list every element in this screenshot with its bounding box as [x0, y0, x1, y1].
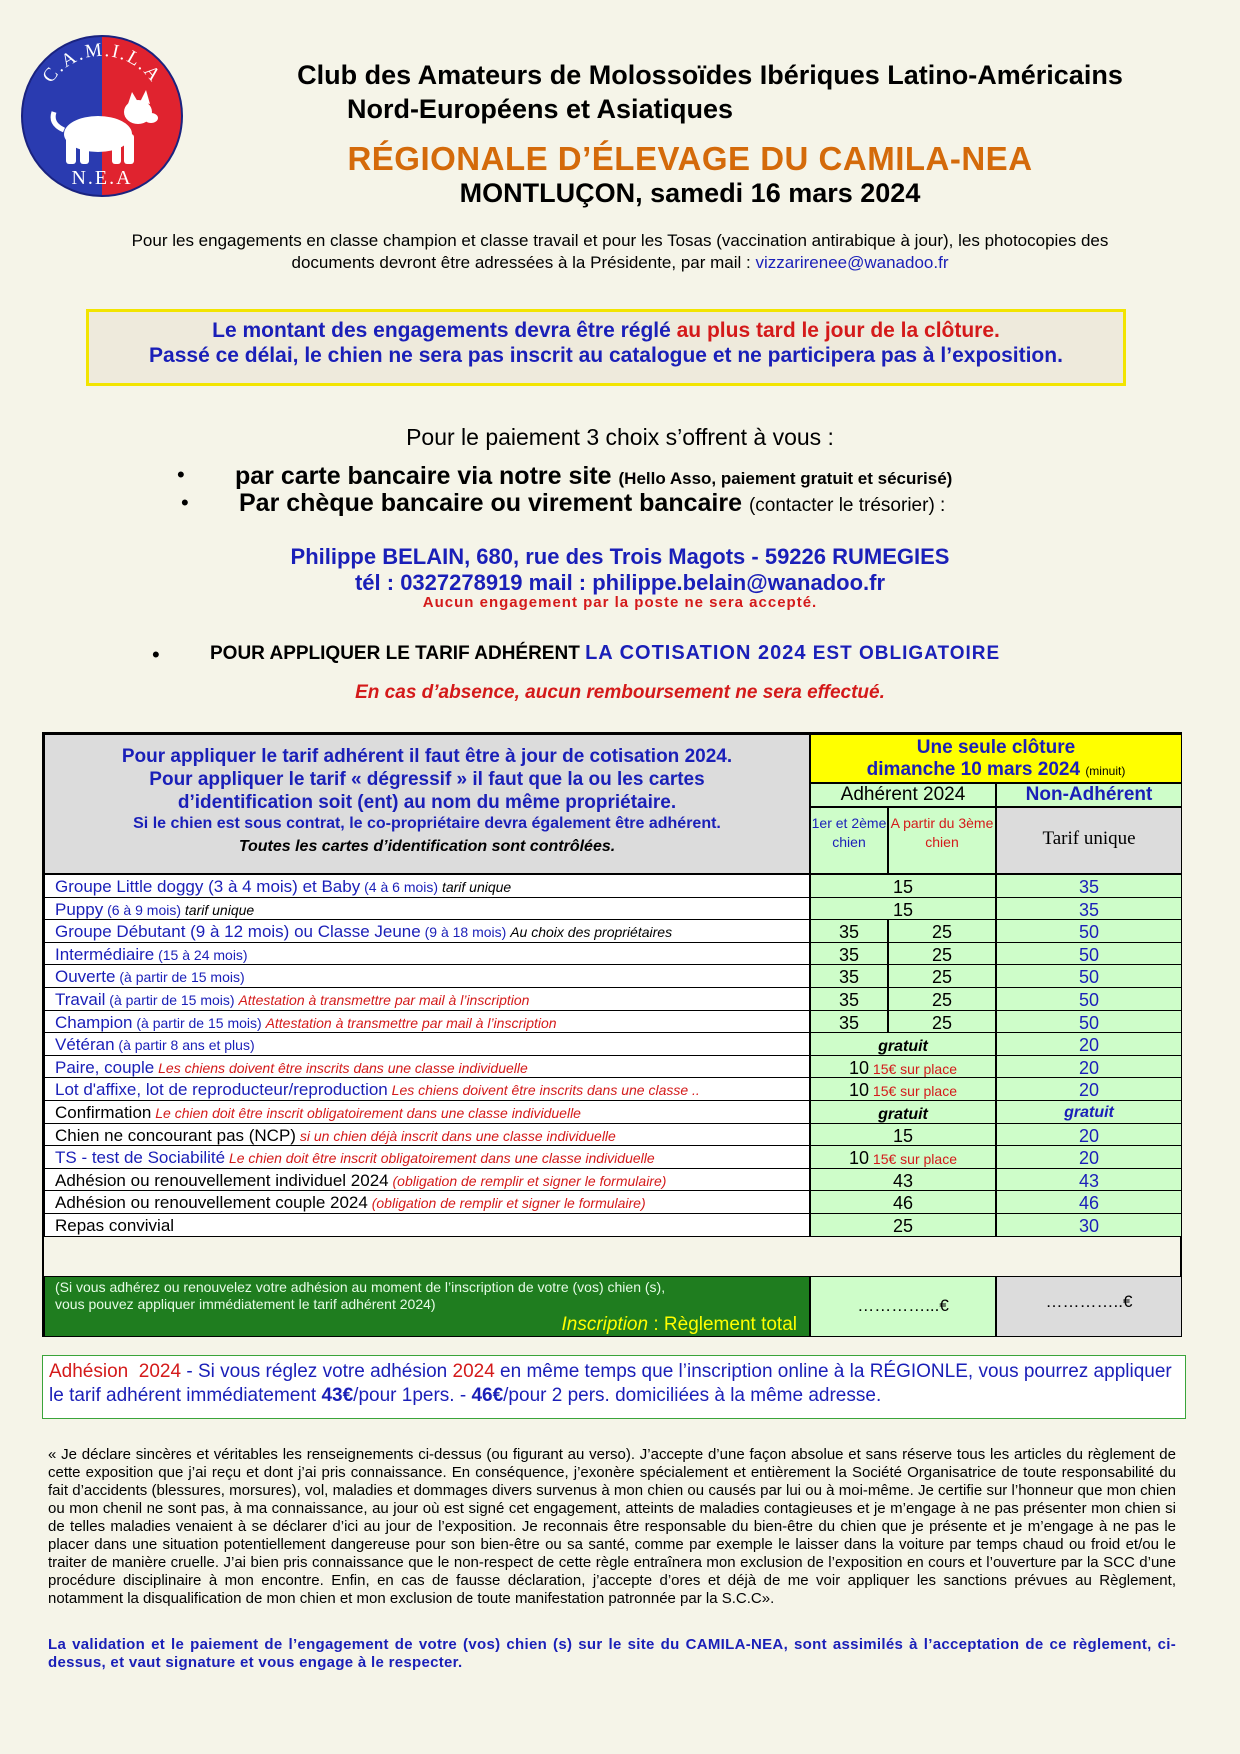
- row-label: [44, 1055, 810, 1079]
- row-label: [44, 1010, 810, 1034]
- closing-note: (minuit): [1085, 764, 1126, 778]
- row-rnote: Le chien doit être inscrit obligatoirement dans une classe individuelle: [151, 1105, 581, 1121]
- adh-w6: 43€: [321, 1385, 354, 1406]
- member-fee-value: 43: [892, 1170, 914, 1191]
- row-title: Adhésion ou renouvellement couple 2024: [55, 1193, 368, 1213]
- info-line2: Pour appliquer le tarif « dégressif » il faut que la ou les cartes: [149, 769, 705, 790]
- member-fee-value: 15: [892, 899, 914, 920]
- declaration-text: « Je déclare sincères et véritables les renseignements ci-dessus (ou figurant au verso). J’accepte d’une façon absolue et sans réserve tous les articles du règlement de cette exposition que j’ai reçu et dont j’ai pris connaissance. En conséquence, j’exonère spécialement et entièrement la Société Organisatrice de toute responsabilité du fait d’accidents (blessures, morsures), vol, maladies et dommages divers survenus à mon chien ou causés par lui ou à moi-même. Je certifie sur l’honneur que mon chien ou mon chenil ne sont pas, à ma connaissance, au jour où est signé cet engagement, atteints de maladies contagieuses et je m’engage à ne pas présenter mon chien si de telles maladies venaient à se déclarer d’ici au jour de l’exposition. Je reconnais être responsable du bien-être du chien que je présente et je m’engage à ne pas le placer dans une situation potentiellement dangereuse pour son bien-être ou sa santé, comme par exemple le laisser dans la voiture par temps chaud ou froid et/ou le traiter de manière cruelle. J’ai bien pris connaissance que le non-respect de cette règle entraînera mon exclusion de l’exposition en cours et l’ouverture par la SCC d’une procédure disciplinaire à mon encontre. Enfin, en cas de fausse déclaration, j’accepte d’ores et déjà de me voir appliquer les sanctions prévues au Règlement, notamment la disqualification de mon chien et mon exclusion de toute manifestation patronnée par la S.C.C».: [48, 1446, 1176, 1607]
- member-fee-value: 10: [849, 1080, 870, 1101]
- row-inote: tarif unique: [184, 901, 255, 918]
- row-label: [44, 1032, 810, 1056]
- row-title: Adhésion ou renouvellement individuel 2024: [55, 1170, 389, 1190]
- bullet-icon: •: [181, 490, 189, 515]
- bullet-icon: •: [152, 642, 160, 667]
- total-note-line1: (Si vous adhérez ou renouvelez votre adhésion au moment de l’inscription de votre (vos) chien (s),: [55, 1279, 666, 1295]
- club-name-line1: Club des Amateurs de Molossoïdes Ibériques Latino-Américains: [297, 60, 1123, 90]
- payment-title: Pour le paiement 3 choix s’offrent à vous :: [406, 424, 834, 450]
- logo-bottom-text: N.E.A: [71, 167, 133, 189]
- club-logo: [20, 34, 184, 198]
- president-email-link[interactable]: vizzarirenee@wanadoo.fr: [755, 253, 949, 272]
- row-rnote: (obligation de remplir et signer le formulaire): [367, 1195, 646, 1212]
- nonmember-fee: 20: [996, 1123, 1182, 1147]
- club-name-line2: Nord-Européens et Asiatiques: [346, 94, 734, 124]
- closing-l1: Une seule clôture: [916, 737, 1076, 758]
- row-title: Groupe Little doggy (3 à 4 mois) et Baby: [55, 877, 361, 896]
- cotis-a: POUR APPLIQUER LE TARIF ADHÉRENT: [210, 643, 586, 664]
- row-label: [44, 942, 810, 966]
- sub-first: 1er et 2ème chien: [810, 807, 888, 874]
- intro-line1: Pour les engagements en classe champion et classe travail et pour les Tosas (vaccination antirabique à jour), les photocopies des: [131, 231, 1109, 250]
- payment-opt2-note: (contacter le trésorier) :: [748, 495, 946, 516]
- nonmember-fee: 20: [996, 1077, 1182, 1101]
- info-line1: Pour appliquer le tarif adhérent il faut être à jour de cotisation 2024.: [121, 746, 733, 767]
- row-rnote: Les chiens doivent être inscrits dans une classe individuelle: [154, 1059, 528, 1076]
- treasurer-address: Philippe BELAIN, 680, rue des Trois Magots - 59226 RUMEGIES: [290, 544, 950, 569]
- row-label: [44, 897, 810, 921]
- adh-w4: 2024: [452, 1361, 495, 1382]
- row-label: [44, 987, 810, 1011]
- cotis-b: LA COTISATION 2024: [585, 642, 807, 664]
- row-rnote: (obligation de remplir et signer le formulaire): [388, 1172, 667, 1189]
- closing-date-header: [810, 734, 1182, 783]
- row-rnote: Attestation à transmettre par mail à l’inscription: [265, 1014, 557, 1031]
- member-fee-value: gratuit: [878, 1038, 928, 1056]
- member-fee-value: gratuit: [878, 1106, 928, 1123]
- row-title: Ouverte: [55, 967, 116, 987]
- bullet-icon: •: [177, 462, 185, 487]
- row-title: Vétéran: [55, 1035, 115, 1055]
- member-fee-first: 35: [810, 942, 888, 966]
- adh-w5: en même temps que l’inscription online à la RÉGIONLE, vous pourrez appliquer le tarif adhérent immédiatement: [49, 1361, 1172, 1406]
- fees-table: [42, 732, 1182, 1337]
- member-fee: [810, 1100, 996, 1124]
- member-fee-third: 25: [888, 919, 996, 943]
- member-fee-value: 25: [892, 1216, 914, 1236]
- row-label: [44, 1100, 810, 1124]
- row-label: [44, 1077, 810, 1101]
- cotis-c: EST OBLIGATOIRE: [806, 643, 1001, 664]
- payment-option-cheque: [239, 489, 945, 518]
- nonmember-fee: 46: [996, 1190, 1182, 1214]
- member-fee-value: 15: [892, 1125, 914, 1146]
- total-label-b: : Règlement total: [648, 1314, 797, 1335]
- member-fee-third: 25: [888, 987, 996, 1011]
- nonmember-fee: 20: [996, 1055, 1182, 1079]
- info-line3: d’identification soit (ent) au nom du même propriétaire.: [177, 792, 677, 813]
- sub-unique: Tarif unique: [996, 807, 1182, 874]
- closing-l2: dimanche 10 mars 2024: [866, 759, 1081, 780]
- row-rnote: Attestation à transmettre par mail à l’inscription: [238, 992, 530, 1008]
- member-fee-third: 25: [888, 1010, 996, 1034]
- nonmember-fee: 20: [996, 1032, 1182, 1056]
- event-title: RÉGIONALE D’ÉLEVAGE DU CAMILA-NEA: [347, 140, 1033, 177]
- member-fee-first: 35: [810, 987, 888, 1011]
- adh-w1: Adhésion: [49, 1361, 129, 1382]
- row-title: Travail: [55, 990, 106, 1009]
- intro-line2-text: documents devront être adressées à la Présidente, par mail :: [291, 253, 756, 272]
- member-fee-note: 15€ sur place: [869, 1060, 957, 1077]
- member-fee: [810, 1055, 996, 1079]
- sub-third: A partir du 3ème chien: [888, 807, 996, 874]
- member-fee: [810, 1213, 996, 1237]
- nonmember-fee: 50: [996, 964, 1182, 988]
- payment-opt2-text: Par chèque bancaire ou virement bancaire: [239, 489, 749, 517]
- member-fee-note: 15€ sur place: [869, 1151, 957, 1168]
- row-title: Repas convivial: [55, 1216, 175, 1235]
- total-member-input[interactable]: …………...€: [810, 1276, 996, 1337]
- nonmember-fee: 30: [996, 1213, 1182, 1237]
- member-fee: [810, 897, 996, 921]
- deadline-notice: [86, 309, 1126, 386]
- row-rnote: Le chien doit être inscrit obligatoirement dans une classe individuelle: [225, 1150, 655, 1167]
- nonmember-fee: 50: [996, 942, 1182, 966]
- row-label: [44, 1168, 810, 1192]
- notice-l1-a: Le montant des engagements devra être réglé: [212, 319, 677, 342]
- notice-line1: [89, 318, 1123, 343]
- member-fee-first: 35: [810, 919, 888, 943]
- adh-w9: /pour 2 pers. domiciliées à la même adresse.: [503, 1385, 882, 1406]
- row-note: (à partir 8 ans et plus): [114, 1037, 255, 1054]
- info-line5: Toutes les cartes d’identification sont contrôlées.: [238, 838, 616, 855]
- col-nonmember: Non-Adhérent: [996, 783, 1182, 807]
- total-note-line2: vous pouvez appliquer immédiatement le tarif adhérent 2024): [55, 1296, 436, 1312]
- row-title: Intermédiaire: [55, 944, 155, 964]
- intro-line2: [60, 252, 1180, 274]
- adh-w8: 46€: [471, 1385, 504, 1406]
- row-note: (à partir de 15 mois): [115, 969, 245, 986]
- treasurer-contact[interactable]: tél : 0327278919 mail : philippe.belain@wanadoo.fr: [354, 570, 886, 595]
- adh-w7: /pour 1pers. -: [353, 1385, 472, 1406]
- member-fee: [810, 1123, 996, 1147]
- payment-option-card: [235, 462, 952, 491]
- row-inote: Au choix des propriétaires: [510, 924, 673, 941]
- validation-text: La validation et le paiement de l’engagement de votre (vos) chien (s) sur le site du CAMILA-NEA, sont assimilés à l’acceptation de ce règlement, ci-dessus, et vaut signature et vous engage à le respecter.: [48, 1636, 1176, 1671]
- total-row-label: [44, 1276, 810, 1337]
- row-note: (à partir de 15 mois): [105, 992, 239, 1008]
- row-title: Champion: [55, 1012, 133, 1032]
- row-title: Paire, couple: [55, 1057, 155, 1077]
- nonmember-fee: 43: [996, 1168, 1182, 1192]
- notice-line2: Passé ce délai, le chien ne sera pas inscrit au catalogue et ne participera pas à l’exposition.: [149, 344, 1063, 367]
- row-rnote: Les chiens doivent être inscrits dans une classe ..: [387, 1082, 700, 1099]
- row-title: Groupe Débutant (9 à 12 mois) ou Classe Jeune: [55, 922, 421, 942]
- member-fee-value: 10: [849, 1057, 870, 1078]
- row-label: [44, 964, 810, 988]
- row-note: (à partir de 15 mois): [132, 1014, 266, 1031]
- row-note: (15 à 24 mois): [154, 946, 248, 963]
- member-fee: [810, 1077, 996, 1101]
- row-title: TS - test de Sociabilité: [55, 1148, 226, 1168]
- nonmember-fee: 50: [996, 1010, 1182, 1034]
- absence-notice: En cas d’absence, aucun remboursement ne sera effectué.: [355, 682, 885, 703]
- row-note: (4 à 6 mois): [360, 879, 442, 895]
- member-fee-note: 15€ sur place: [869, 1083, 957, 1100]
- nonmember-fee: gratuit: [996, 1100, 1182, 1124]
- nonmember-fee: 20: [996, 1145, 1182, 1169]
- member-fee-value: 10: [849, 1148, 870, 1169]
- row-label: [44, 919, 810, 943]
- member-fee-value: 15: [892, 877, 914, 897]
- row-note: (9 à 18 mois): [420, 924, 511, 941]
- row-label: [44, 1213, 810, 1237]
- adh-w2: 2024: [138, 1361, 182, 1382]
- member-fee-first: 35: [810, 1010, 888, 1034]
- member-fee-third: 25: [888, 964, 996, 988]
- nonmember-fee: 35: [996, 874, 1182, 898]
- member-fee: [810, 1190, 996, 1214]
- member-fee: [810, 874, 996, 898]
- info-line4: Si le chien est sous contrat, le co-propriétaire devra également être adhérent.: [133, 815, 721, 832]
- member-fee-first: 35: [810, 964, 888, 988]
- row-title: Confirmation: [55, 1103, 152, 1122]
- nonmember-fee: 35: [996, 897, 1182, 921]
- notice-l1-b: au plus tard le jour de la clôture.: [676, 319, 1000, 342]
- col-member: Adhérent 2024: [810, 783, 996, 807]
- row-note: (6 à 9 mois): [103, 901, 185, 918]
- adh-w3: - Si vous réglez votre adhésion: [181, 1361, 453, 1382]
- nonmember-fee: 50: [996, 919, 1182, 943]
- member-fee-third: 25: [888, 942, 996, 966]
- table-info: [44, 734, 810, 874]
- row-rnote: si un chien déjà inscrit dans une classe individuelle: [295, 1127, 616, 1144]
- payment-opt1-text: par carte bancaire via notre site: [235, 462, 619, 490]
- membership-requirement: [210, 642, 1000, 665]
- total-label-a: Inscription: [561, 1314, 649, 1335]
- row-label: [44, 1190, 810, 1214]
- intro-text: [60, 230, 1180, 274]
- member-fee-value: 46: [892, 1193, 914, 1214]
- member-fee: [810, 1168, 996, 1192]
- no-post-warning: Aucun engagement par la poste ne sera accepté.: [422, 594, 818, 611]
- payment-opt1-note: (Hello Asso, paiement gratuit et sécurisé): [618, 469, 953, 488]
- total-nonmember-input[interactable]: …………..€: [996, 1276, 1182, 1337]
- row-label: [44, 874, 810, 898]
- event-date: MONTLUÇON, samedi 16 mars 2024: [459, 178, 921, 208]
- row-title: Lot d'affixe, lot de reproducteur/reproduction: [55, 1080, 388, 1100]
- row-title: Puppy: [55, 899, 104, 919]
- nonmember-fee: 50: [996, 987, 1182, 1011]
- row-label: [44, 1145, 810, 1169]
- logo-top-text: C.A.M.I.L.A: [38, 39, 166, 87]
- adhesion-info: [42, 1355, 1186, 1419]
- member-fee: [810, 1032, 996, 1056]
- row-label: [44, 1123, 810, 1147]
- row-inote: tarif unique: [441, 879, 512, 895]
- member-fee: [810, 1145, 996, 1169]
- row-title: Chien ne concourant pas (NCP): [55, 1125, 296, 1145]
